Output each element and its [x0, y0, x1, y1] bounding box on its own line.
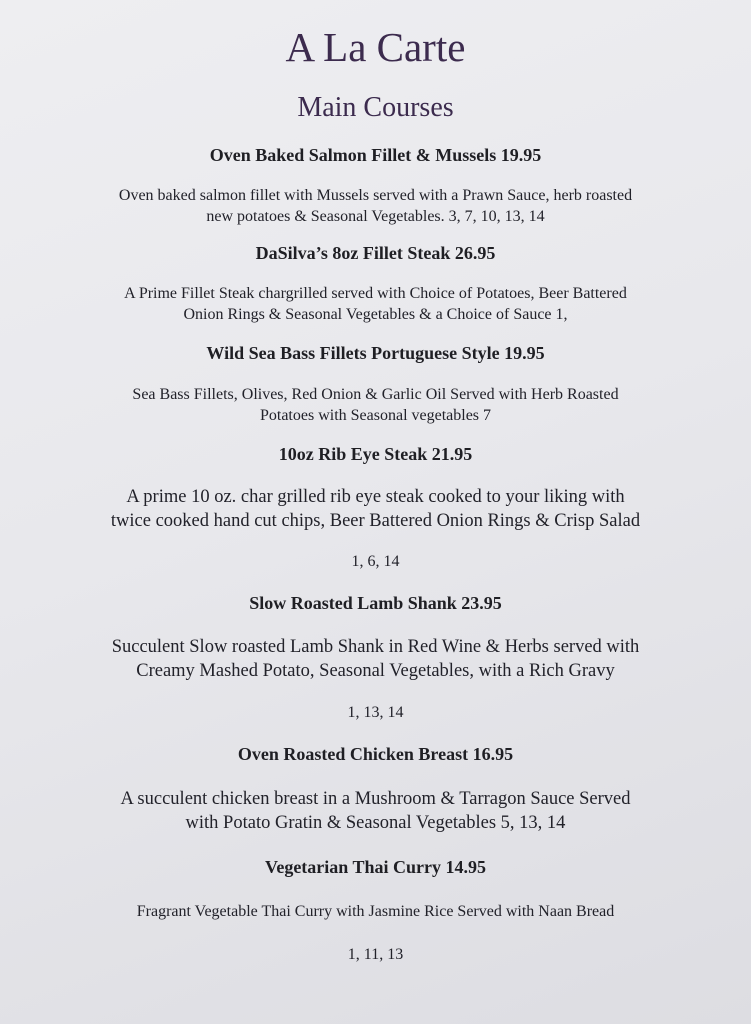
- dish-allergens-lamb-shank: 1, 13, 14: [347, 704, 404, 721]
- dish-allergens-rib-eye: 1, 6, 14: [351, 553, 400, 570]
- dish-description-rib-eye: [40, 485, 711, 533]
- menu-title: A La Carte: [285, 24, 466, 70]
- dish-description-chicken-breast: [40, 787, 711, 835]
- dish-allergens-thai-curry: 1, 11, 13: [347, 946, 404, 963]
- dish-description-thai-curry: [40, 901, 711, 922]
- description-line: Sea Bass Fillets, Olives, Red Onion & Garlic Oil Served with Herb Roasted: [132, 386, 619, 403]
- dish-name-chicken-breast: Oven Roasted Chicken Breast 16.95: [237, 744, 514, 764]
- description-line: twice cooked hand cut chips, Beer Battered Onion Rings & Crisp Salad: [110, 511, 641, 531]
- description-line: A prime 10 oz. char grilled rib eye steak cooked to your liking with: [126, 487, 625, 507]
- dish-name-lamb-shank: Slow Roasted Lamb Shank 23.95: [249, 593, 502, 613]
- dish-name-salmon: Oven Baked Salmon Fillet & Mussels 19.95: [209, 145, 542, 165]
- description-line: Potatoes with Seasonal vegetables 7: [259, 407, 492, 424]
- description-line: Creamy Mashed Potato, Seasonal Vegetables, with a Rich Gravy: [136, 661, 615, 681]
- dish-description-fillet-steak: [40, 283, 711, 325]
- description-line: A succulent chicken breast in a Mushroom & Tarragon Sauce Served: [120, 789, 631, 809]
- section-title: Main Courses: [297, 92, 454, 123]
- description-line: Oven baked salmon fillet with Mussels served with a Prawn Sauce, herb roasted: [118, 187, 633, 204]
- dish-name-rib-eye: 10oz Rib Eye Steak 21.95: [278, 444, 473, 464]
- description-line: new potatoes & Seasonal Vegetables. 3, 7, 10, 13, 14: [206, 208, 545, 225]
- dish-description-salmon: [40, 185, 711, 227]
- description-line: A Prime Fillet Steak chargrilled served with Choice of Potatoes, Beer Battered: [124, 285, 627, 302]
- dish-description-sea-bass: [40, 384, 711, 426]
- description-line: Fragrant Vegetable Thai Curry with Jasmine Rice Served with Naan Bread: [136, 903, 615, 920]
- description-line: Succulent Slow roasted Lamb Shank in Red Wine & Herbs served with: [111, 637, 640, 657]
- dish-name-sea-bass: Wild Sea Bass Fillets Portuguese Style 19.95: [206, 343, 545, 363]
- dish-name-fillet-steak: DaSilva’s 8oz Fillet Steak 26.95: [255, 243, 496, 263]
- description-line: with Potato Gratin & Seasonal Vegetables 5, 13, 14: [185, 813, 566, 833]
- dish-name-thai-curry: Vegetarian Thai Curry 14.95: [264, 857, 486, 877]
- dish-description-lamb-shank: [40, 635, 711, 683]
- description-line: Onion Rings & Seasonal Vegetables & a Choice of Sauce 1,: [183, 306, 568, 323]
